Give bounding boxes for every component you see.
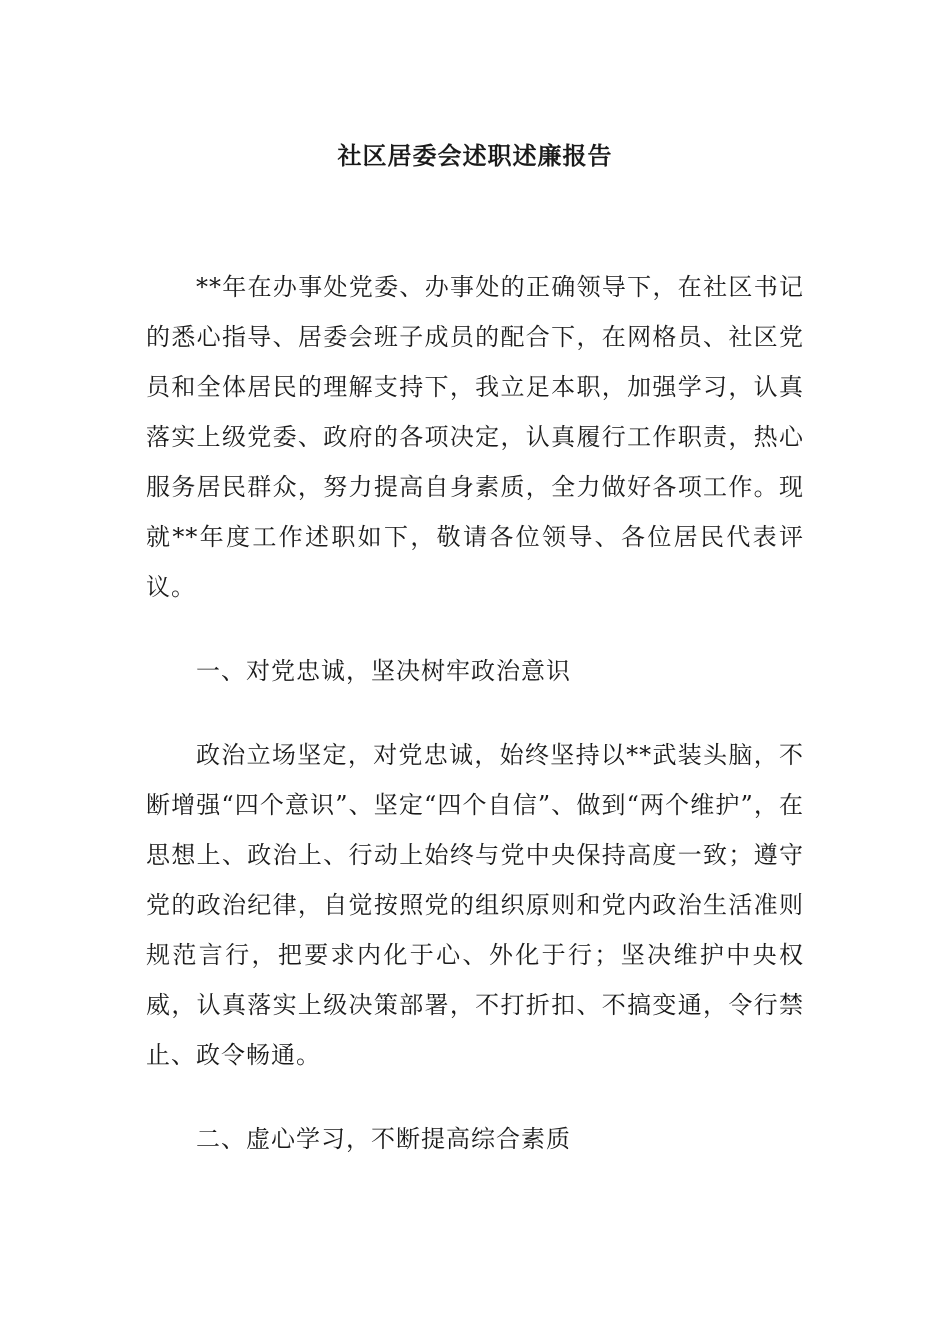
document-title: 社区居委会述职述廉报告 (337, 141, 613, 170)
section-1-paragraph: 政治立场坚定，对党忠诚，始终坚持以**武装头脑，不断增强“四个意识”、坚定“四个自信”、做到“两个维护”，在思想上、政治上、行动上始终与党中央保持高度一致；遵守党的政治纪律，自觉按照党的组织原则和党内政治生活准则规范言行，把要求内化于心、外化于行；坚决维护中央权威，认真落实上级决策部署，不打折扣、不搞变通，令行禁止、政令畅通。 (146, 741, 804, 1069)
section-heading-1: 一、对党忠诚，坚决树牢政治意识 (196, 657, 571, 685)
intro-paragraph: **年在办事处党委、办事处的正确领导下，在社区书记的悉心指导、居委会班子成员的配合下，在网格员、社区党员和全体居民的理解支持下，我立足本职，加强学习，认真落实上级党委、政府的各项决定，认真履行工作职责，热心服务居民群众，努力提高自身素质，全力做好各项工作。现就**年度工作述职如下，敬请各位领导、各位居民代表评议。 (146, 273, 804, 601)
section-heading-2: 二、虚心学习，不断提高综合素质 (196, 1125, 571, 1153)
